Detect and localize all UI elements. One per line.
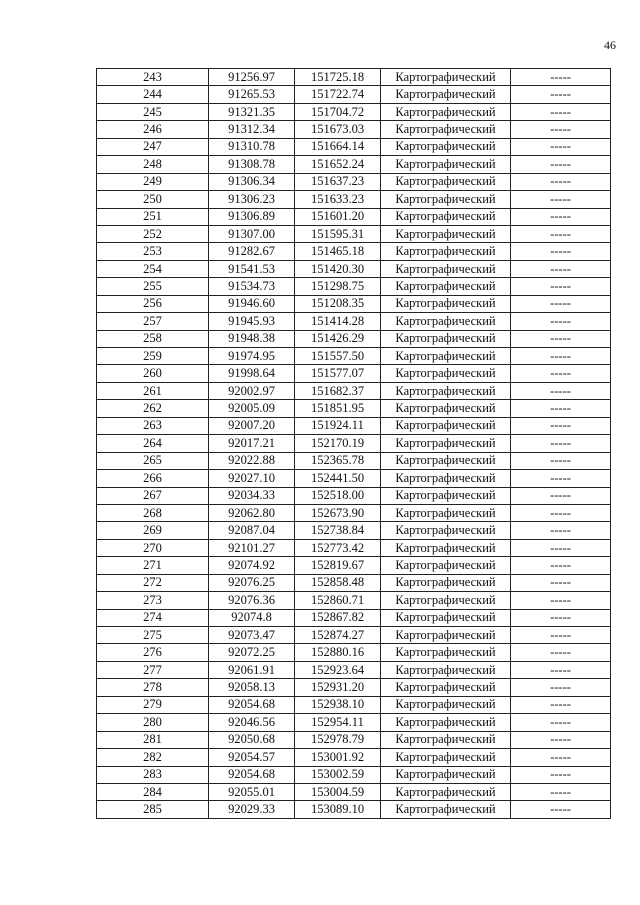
- accuracy-cell: -----: [511, 103, 611, 120]
- y-coordinate-cell: 151722.74: [295, 86, 381, 103]
- y-coordinate-cell: 152978.79: [295, 731, 381, 748]
- accuracy-cell: -----: [511, 766, 611, 783]
- table-row: [97, 400, 611, 417]
- method-cell: Картографический: [381, 539, 511, 556]
- point-number-cell: 281: [97, 731, 209, 748]
- y-coordinate-cell: 151725.18: [295, 69, 381, 86]
- accuracy-cell: -----: [511, 783, 611, 800]
- x-coordinate-cell: 92002.97: [209, 382, 295, 399]
- table-row: [97, 539, 611, 556]
- y-coordinate-cell: 151595.31: [295, 225, 381, 242]
- table-row: [97, 522, 611, 539]
- table-row: [97, 330, 611, 347]
- method-cell: Картографический: [381, 121, 511, 138]
- point-number-cell: 285: [97, 801, 209, 818]
- x-coordinate-cell: 92061.91: [209, 661, 295, 678]
- accuracy-cell: -----: [511, 225, 611, 242]
- point-number-cell: 277: [97, 661, 209, 678]
- point-number-cell: 252: [97, 225, 209, 242]
- y-coordinate-cell: 151682.37: [295, 382, 381, 399]
- table-row: [97, 749, 611, 766]
- y-coordinate-cell: 152938.10: [295, 696, 381, 713]
- y-coordinate-cell: 152867.82: [295, 609, 381, 626]
- y-coordinate-cell: 153001.92: [295, 749, 381, 766]
- x-coordinate-cell: 91948.38: [209, 330, 295, 347]
- x-coordinate-cell: 92029.33: [209, 801, 295, 818]
- x-coordinate-cell: 92007.20: [209, 417, 295, 434]
- accuracy-cell: -----: [511, 696, 611, 713]
- accuracy-cell: -----: [511, 452, 611, 469]
- y-coordinate-cell: 152860.71: [295, 592, 381, 609]
- point-number-cell: 250: [97, 191, 209, 208]
- y-coordinate-cell: 151414.28: [295, 313, 381, 330]
- x-coordinate-cell: 92074.8: [209, 609, 295, 626]
- x-coordinate-cell: 92054.57: [209, 749, 295, 766]
- accuracy-cell: -----: [511, 679, 611, 696]
- accuracy-cell: -----: [511, 382, 611, 399]
- point-number-cell: 276: [97, 644, 209, 661]
- method-cell: Картографический: [381, 400, 511, 417]
- method-cell: Картографический: [381, 801, 511, 818]
- y-coordinate-cell: 152923.64: [295, 661, 381, 678]
- point-number-cell: 269: [97, 522, 209, 539]
- accuracy-cell: -----: [511, 644, 611, 661]
- x-coordinate-cell: 92076.36: [209, 592, 295, 609]
- table-row: [97, 592, 611, 609]
- method-cell: Картографический: [381, 260, 511, 277]
- table-row: [97, 696, 611, 713]
- y-coordinate-cell: 151208.35: [295, 295, 381, 312]
- accuracy-cell: -----: [511, 208, 611, 225]
- method-cell: Картографический: [381, 487, 511, 504]
- table-row: [97, 138, 611, 155]
- y-coordinate-cell: 151465.18: [295, 243, 381, 260]
- x-coordinate-cell: 91541.53: [209, 260, 295, 277]
- table-row: [97, 260, 611, 277]
- x-coordinate-cell: 91310.78: [209, 138, 295, 155]
- point-number-cell: 265: [97, 452, 209, 469]
- y-coordinate-cell: 152954.11: [295, 714, 381, 731]
- x-coordinate-cell: 91534.73: [209, 278, 295, 295]
- x-coordinate-cell: 92017.21: [209, 435, 295, 452]
- point-number-cell: 249: [97, 173, 209, 190]
- table-row: [97, 609, 611, 626]
- y-coordinate-cell: 151298.75: [295, 278, 381, 295]
- method-cell: Картографический: [381, 522, 511, 539]
- table-row: [97, 504, 611, 521]
- table-row: [97, 714, 611, 731]
- table-row: [97, 452, 611, 469]
- point-number-cell: 284: [97, 783, 209, 800]
- accuracy-cell: -----: [511, 504, 611, 521]
- y-coordinate-cell: 153002.59: [295, 766, 381, 783]
- point-number-cell: 257: [97, 313, 209, 330]
- method-cell: Картографический: [381, 766, 511, 783]
- y-coordinate-cell: 151664.14: [295, 138, 381, 155]
- point-number-cell: 264: [97, 435, 209, 452]
- y-coordinate-cell: 152673.90: [295, 504, 381, 521]
- method-cell: Картографический: [381, 86, 511, 103]
- point-number-cell: 259: [97, 348, 209, 365]
- x-coordinate-cell: 92058.13: [209, 679, 295, 696]
- point-number-cell: 262: [97, 400, 209, 417]
- point-number-cell: 258: [97, 330, 209, 347]
- x-coordinate-cell: 91306.23: [209, 191, 295, 208]
- table-row: [97, 365, 611, 382]
- method-cell: Картографический: [381, 173, 511, 190]
- x-coordinate-cell: 92074.92: [209, 557, 295, 574]
- x-coordinate-cell: 91998.64: [209, 365, 295, 382]
- x-coordinate-cell: 92072.25: [209, 644, 295, 661]
- point-number-cell: 248: [97, 156, 209, 173]
- x-coordinate-cell: 91321.35: [209, 103, 295, 120]
- method-cell: Картографический: [381, 644, 511, 661]
- method-cell: Картографический: [381, 138, 511, 155]
- method-cell: Картографический: [381, 208, 511, 225]
- method-cell: Картографический: [381, 417, 511, 434]
- x-coordinate-cell: 91945.93: [209, 313, 295, 330]
- table-row: [97, 435, 611, 452]
- table-row: [97, 801, 611, 818]
- accuracy-cell: -----: [511, 749, 611, 766]
- accuracy-cell: -----: [511, 801, 611, 818]
- method-cell: Картографический: [381, 609, 511, 626]
- point-number-cell: 275: [97, 627, 209, 644]
- point-number-cell: 282: [97, 749, 209, 766]
- table-row: [97, 348, 611, 365]
- y-coordinate-cell: 151633.23: [295, 191, 381, 208]
- x-coordinate-cell: 91307.00: [209, 225, 295, 242]
- method-cell: Картографический: [381, 330, 511, 347]
- y-coordinate-cell: 151637.23: [295, 173, 381, 190]
- point-number-cell: 270: [97, 539, 209, 556]
- method-cell: Картографический: [381, 156, 511, 173]
- table-row: [97, 313, 611, 330]
- x-coordinate-cell: 91256.97: [209, 69, 295, 86]
- x-coordinate-cell: 92076.25: [209, 574, 295, 591]
- y-coordinate-cell: 152518.00: [295, 487, 381, 504]
- x-coordinate-cell: 91946.60: [209, 295, 295, 312]
- point-number-cell: 279: [97, 696, 209, 713]
- table-row: [97, 156, 611, 173]
- method-cell: Картографический: [381, 749, 511, 766]
- x-coordinate-cell: 92101.27: [209, 539, 295, 556]
- method-cell: Картографический: [381, 627, 511, 644]
- method-cell: Картографический: [381, 295, 511, 312]
- table-row: [97, 243, 611, 260]
- method-cell: Картографический: [381, 382, 511, 399]
- point-number-cell: 260: [97, 365, 209, 382]
- y-coordinate-cell: 151652.24: [295, 156, 381, 173]
- table-row: [97, 278, 611, 295]
- method-cell: Картографический: [381, 731, 511, 748]
- point-number-cell: 271: [97, 557, 209, 574]
- x-coordinate-cell: 92046.56: [209, 714, 295, 731]
- table-row: [97, 487, 611, 504]
- point-number-cell: 283: [97, 766, 209, 783]
- table-row: [97, 574, 611, 591]
- point-number-cell: 268: [97, 504, 209, 521]
- accuracy-cell: -----: [511, 557, 611, 574]
- x-coordinate-cell: 92087.04: [209, 522, 295, 539]
- accuracy-cell: -----: [511, 330, 611, 347]
- coordinates-table: [96, 68, 611, 819]
- table-row: [97, 225, 611, 242]
- x-coordinate-cell: 92022.88: [209, 452, 295, 469]
- y-coordinate-cell: 152874.27: [295, 627, 381, 644]
- method-cell: Картографический: [381, 714, 511, 731]
- y-coordinate-cell: 151420.30: [295, 260, 381, 277]
- point-number-cell: 273: [97, 592, 209, 609]
- x-coordinate-cell: 91265.53: [209, 86, 295, 103]
- point-number-cell: 243: [97, 69, 209, 86]
- accuracy-cell: -----: [511, 592, 611, 609]
- point-number-cell: 261: [97, 382, 209, 399]
- y-coordinate-cell: 151601.20: [295, 208, 381, 225]
- method-cell: Картографический: [381, 504, 511, 521]
- accuracy-cell: -----: [511, 435, 611, 452]
- x-coordinate-cell: 92054.68: [209, 766, 295, 783]
- table-row: [97, 191, 611, 208]
- y-coordinate-cell: 152365.78: [295, 452, 381, 469]
- method-cell: Картографический: [381, 348, 511, 365]
- point-number-cell: 274: [97, 609, 209, 626]
- y-coordinate-cell: 151851.95: [295, 400, 381, 417]
- y-coordinate-cell: 153004.59: [295, 783, 381, 800]
- method-cell: Картографический: [381, 278, 511, 295]
- x-coordinate-cell: 92054.68: [209, 696, 295, 713]
- point-number-cell: 244: [97, 86, 209, 103]
- y-coordinate-cell: 151924.11: [295, 417, 381, 434]
- accuracy-cell: -----: [511, 661, 611, 678]
- y-coordinate-cell: 152170.19: [295, 435, 381, 452]
- x-coordinate-cell: 92073.47: [209, 627, 295, 644]
- accuracy-cell: -----: [511, 400, 611, 417]
- page-number: 46: [604, 38, 616, 52]
- y-coordinate-cell: 152880.16: [295, 644, 381, 661]
- method-cell: Картографический: [381, 574, 511, 591]
- y-coordinate-cell: 152773.42: [295, 539, 381, 556]
- point-number-cell: 245: [97, 103, 209, 120]
- method-cell: Картографический: [381, 243, 511, 260]
- point-number-cell: 256: [97, 295, 209, 312]
- x-coordinate-cell: 92055.01: [209, 783, 295, 800]
- accuracy-cell: -----: [511, 417, 611, 434]
- table-row: [97, 69, 611, 86]
- table-row: [97, 661, 611, 678]
- method-cell: Картографический: [381, 592, 511, 609]
- x-coordinate-cell: 92005.09: [209, 400, 295, 417]
- table-row: [97, 766, 611, 783]
- point-number-cell: 255: [97, 278, 209, 295]
- accuracy-cell: -----: [511, 365, 611, 382]
- method-cell: Картографический: [381, 365, 511, 382]
- accuracy-cell: -----: [511, 313, 611, 330]
- coordinates-table-body: [97, 69, 611, 819]
- accuracy-cell: -----: [511, 156, 611, 173]
- y-coordinate-cell: 153089.10: [295, 801, 381, 818]
- accuracy-cell: -----: [511, 278, 611, 295]
- method-cell: Картографический: [381, 313, 511, 330]
- point-number-cell: 280: [97, 714, 209, 731]
- point-number-cell: 251: [97, 208, 209, 225]
- method-cell: Картографический: [381, 191, 511, 208]
- table-row: [97, 103, 611, 120]
- point-number-cell: 278: [97, 679, 209, 696]
- y-coordinate-cell: 152858.48: [295, 574, 381, 591]
- accuracy-cell: -----: [511, 487, 611, 504]
- method-cell: Картографический: [381, 225, 511, 242]
- method-cell: Картографический: [381, 679, 511, 696]
- table-row: [97, 121, 611, 138]
- accuracy-cell: -----: [511, 627, 611, 644]
- x-coordinate-cell: 92050.68: [209, 731, 295, 748]
- y-coordinate-cell: 152441.50: [295, 470, 381, 487]
- x-coordinate-cell: 91306.34: [209, 173, 295, 190]
- accuracy-cell: -----: [511, 243, 611, 260]
- method-cell: Картографический: [381, 69, 511, 86]
- method-cell: Картографический: [381, 557, 511, 574]
- x-coordinate-cell: 92034.33: [209, 487, 295, 504]
- table-row: [97, 679, 611, 696]
- accuracy-cell: -----: [511, 121, 611, 138]
- y-coordinate-cell: 151673.03: [295, 121, 381, 138]
- x-coordinate-cell: 91974.95: [209, 348, 295, 365]
- point-number-cell: 266: [97, 470, 209, 487]
- method-cell: Картографический: [381, 435, 511, 452]
- accuracy-cell: -----: [511, 348, 611, 365]
- x-coordinate-cell: 92062.80: [209, 504, 295, 521]
- table-row: [97, 557, 611, 574]
- x-coordinate-cell: 91308.78: [209, 156, 295, 173]
- point-number-cell: 254: [97, 260, 209, 277]
- y-coordinate-cell: 152931.20: [295, 679, 381, 696]
- method-cell: Картографический: [381, 103, 511, 120]
- accuracy-cell: -----: [511, 260, 611, 277]
- table-row: [97, 295, 611, 312]
- point-number-cell: 247: [97, 138, 209, 155]
- accuracy-cell: -----: [511, 574, 611, 591]
- point-number-cell: 263: [97, 417, 209, 434]
- accuracy-cell: -----: [511, 86, 611, 103]
- x-coordinate-cell: 91306.89: [209, 208, 295, 225]
- point-number-cell: 246: [97, 121, 209, 138]
- table-row: [97, 627, 611, 644]
- table-row: [97, 86, 611, 103]
- accuracy-cell: -----: [511, 173, 611, 190]
- point-number-cell: 272: [97, 574, 209, 591]
- y-coordinate-cell: 151557.50: [295, 348, 381, 365]
- point-number-cell: 253: [97, 243, 209, 260]
- method-cell: Картографический: [381, 661, 511, 678]
- accuracy-cell: -----: [511, 470, 611, 487]
- accuracy-cell: -----: [511, 522, 611, 539]
- y-coordinate-cell: 152819.67: [295, 557, 381, 574]
- accuracy-cell: -----: [511, 295, 611, 312]
- table-row: [97, 644, 611, 661]
- point-number-cell: 267: [97, 487, 209, 504]
- x-coordinate-cell: 91312.34: [209, 121, 295, 138]
- method-cell: Картографический: [381, 783, 511, 800]
- accuracy-cell: -----: [511, 138, 611, 155]
- table-row: [97, 382, 611, 399]
- table-row: [97, 470, 611, 487]
- accuracy-cell: -----: [511, 69, 611, 86]
- y-coordinate-cell: 151704.72: [295, 103, 381, 120]
- y-coordinate-cell: 151426.29: [295, 330, 381, 347]
- table-row: [97, 173, 611, 190]
- x-coordinate-cell: 92027.10: [209, 470, 295, 487]
- x-coordinate-cell: 91282.67: [209, 243, 295, 260]
- accuracy-cell: -----: [511, 731, 611, 748]
- accuracy-cell: -----: [511, 609, 611, 626]
- y-coordinate-cell: 151577.07: [295, 365, 381, 382]
- accuracy-cell: -----: [511, 714, 611, 731]
- accuracy-cell: -----: [511, 539, 611, 556]
- y-coordinate-cell: 152738.84: [295, 522, 381, 539]
- method-cell: Картографический: [381, 696, 511, 713]
- table-row: [97, 731, 611, 748]
- table-row: [97, 417, 611, 434]
- method-cell: Картографический: [381, 470, 511, 487]
- table-row: [97, 208, 611, 225]
- method-cell: Картографический: [381, 452, 511, 469]
- accuracy-cell: -----: [511, 191, 611, 208]
- table-row: [97, 783, 611, 800]
